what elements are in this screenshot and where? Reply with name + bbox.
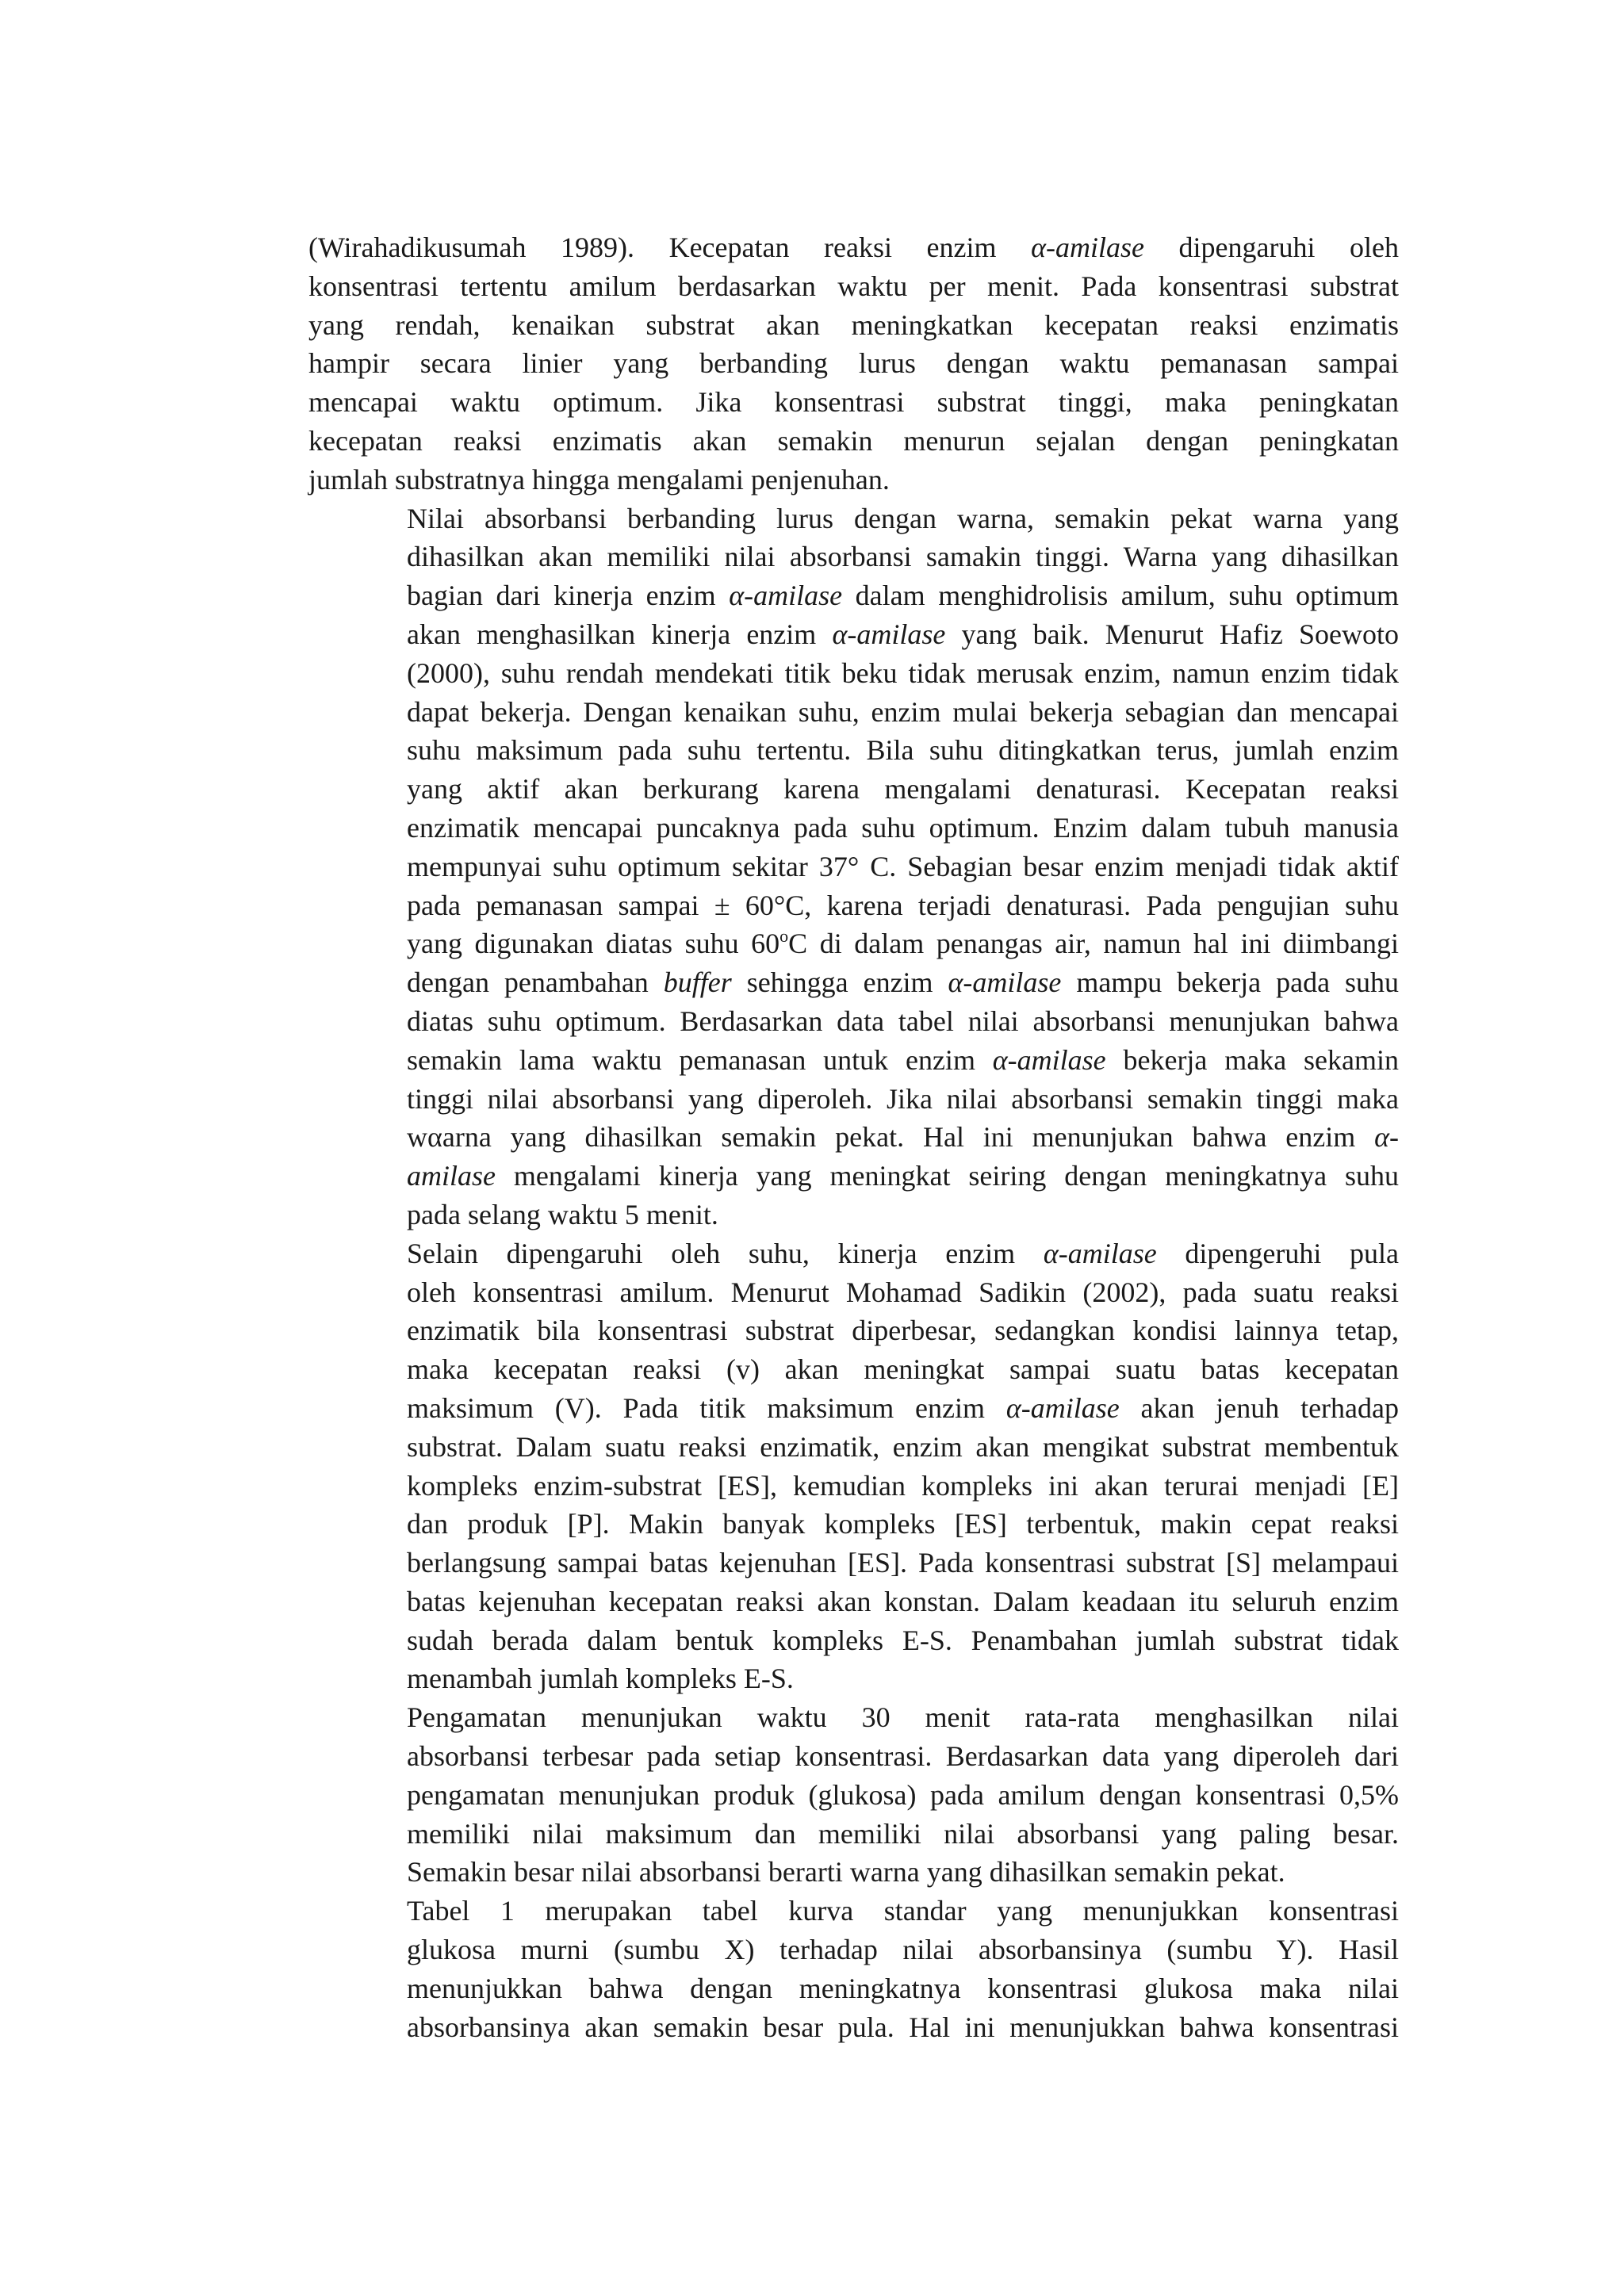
text-line: [308, 1389, 1399, 1428]
text-segment: yang baik. Menurut Hafiz Soewoto: [945, 618, 1399, 650]
text-segment: yang aktif akan berkurang karena mengalami denaturasi. Kecepatan reaksi: [407, 773, 1399, 806]
text-segment: (Wirahadikusumah 1989). Kecepatan reaksi enzim: [308, 232, 1032, 263]
text-line: [308, 1931, 1399, 1969]
text-line: [308, 1582, 1399, 1621]
italic-term: α-amilase: [729, 580, 843, 612]
text-line: [308, 1776, 1399, 1815]
text-segment: Pengamatan menunjukan waktu 30 menit rata-rata menghasilkan nilai: [407, 1701, 1399, 1734]
text-segment: absorbansinya akan semakin besar pula. Hal ini menunjukkan bahwa konsentrasi: [407, 2011, 1399, 2043]
text-line: [308, 306, 1399, 345]
text-segment: pada pemanasan sampai ± 60°C, karena terjadi denaturasi. Pada pengujian suhu: [407, 889, 1399, 921]
text-line: [308, 1815, 1399, 1854]
text-segment: tinggi nilai absorbansi yang diperoleh. Jika nilai absorbansi semakin tinggi maka: [407, 1082, 1399, 1115]
text-line: [308, 1002, 1399, 1041]
text-segment: Selain dipengaruhi oleh suhu, kinerja enzim: [407, 1237, 1044, 1269]
text-line: [308, 1698, 1399, 1737]
text-segment: menunjukkan bahwa dengan meningkatnya konsentrasi glukosa maka nilai: [407, 1972, 1399, 2004]
text-segment: kecepatan reaksi enzimatis akan semakin menurun sejalan dengan peningkatan: [308, 424, 1399, 457]
text-segment: berlangsung sampai batas kejenuhan [ES]. Pada konsentrasi substrat [S] melampaui: [407, 1547, 1399, 1579]
text-segment: mempunyai suhu optimum sekitar 37° C. Sebagian besar enzim menjadi tidak aktif: [407, 850, 1399, 882]
text-segment: oleh konsentrasi amilum. Menurut Mohamad Sadikin (2002), pada suatu reaksi: [407, 1276, 1399, 1308]
text-line: [308, 1467, 1399, 1506]
text-segment: semakin lama waktu pemanasan untuk enzim: [407, 1043, 993, 1076]
text-segment: enzimatik mencapai puncaknya pada suhu optimum. Enzim dalam tubuh manusia: [407, 811, 1399, 844]
text-line: [308, 809, 1399, 848]
text-line: [308, 422, 1399, 461]
text-line: [308, 2008, 1399, 2047]
text-segment: yang rendah, kenaikan substrat akan meningkatkan kecepatan reaksi enzimatis: [308, 308, 1399, 341]
text-line: [308, 1157, 1399, 1196]
text-segment: C di dalam penangas air, namun hal ini diimbangi: [788, 928, 1400, 960]
italic-term: α-amilase: [1043, 1237, 1157, 1269]
text-line: [308, 1234, 1399, 1273]
text-segment: hampir secara linier yang berbanding lurus dengan waktu pemanasan sampai: [308, 347, 1399, 380]
text-segment: dalam menghidrolisis amilum, suhu optimum: [842, 580, 1399, 612]
text-line: [308, 1041, 1399, 1080]
text-segment: maka kecepatan reaksi (v) akan meningkat sampai suatu batas kecepatan: [407, 1353, 1399, 1386]
text-line: [308, 1505, 1399, 1544]
italic-term: α-amilase: [948, 966, 1062, 999]
paragraph: [308, 1698, 1399, 1892]
paragraph: [308, 1234, 1399, 1699]
text-line: [308, 654, 1399, 693]
italic-term: α-amilase: [1031, 232, 1144, 263]
text-segment: konsentrasi tertentu amilum berdasarkan waktu per menit. Pada konsentrasi substrat: [308, 270, 1399, 302]
text-segment: dapat bekerja. Dengan kenaikan suhu, enzim mulai bekerja sebagian dan mencapai: [407, 695, 1399, 728]
text-line: [308, 963, 1399, 1002]
body-text: [308, 228, 1399, 2046]
text-segment: Nilai absorbansi berbanding lurus dengan warna, semakin pekat warna yang: [407, 502, 1399, 534]
text-line: [308, 1311, 1399, 1350]
text-line: [308, 1118, 1399, 1157]
text-segment: glukosa murni (sumbu X) terhadap nilai absorbansinya (sumbu Y). Hasil: [407, 1934, 1399, 1966]
italic-term: α-amilase: [992, 1043, 1106, 1076]
italic-term: α-amilase: [1005, 1391, 1120, 1424]
text-segment: substrat. Dalam suatu reaksi enzimatik, enzim akan mengikat substrat membentuk: [407, 1430, 1399, 1463]
text-line: [308, 1350, 1399, 1389]
text-line: [308, 538, 1399, 576]
text-line: [308, 1273, 1399, 1312]
paragraph: [308, 1892, 1399, 2046]
text-segment: sehingga enzim: [731, 966, 948, 999]
text-segment: jumlah substratnya hingga mengalami penjenuhan.: [308, 463, 890, 496]
text-line: [308, 693, 1399, 732]
text-segment: suhu maksimum pada suhu tertentu. Bila suhu ditingkatkan terus, jumlah enzim: [407, 734, 1399, 767]
text-segment: akan jenuh terhadap: [1119, 1391, 1399, 1424]
text-line: [308, 1892, 1399, 1931]
text-segment: pada selang waktu 5 menit.: [407, 1198, 718, 1230]
italic-term: α-: [1374, 1121, 1399, 1154]
text-line: [308, 499, 1399, 538]
text-line: [308, 731, 1399, 770]
text-line: [308, 576, 1399, 615]
text-line: [308, 1737, 1399, 1776]
text-line: [308, 461, 1399, 499]
text-segment: (2000), suhu rendah mendekati titik beku tidak merusak enzim, namun enzim tidak: [407, 656, 1399, 689]
text-segment: maksimum (V). Pada titik maksimum enzim: [407, 1391, 1006, 1424]
text-line: [308, 267, 1399, 306]
superscript: o: [779, 926, 789, 947]
text-line: [308, 924, 1399, 963]
text-line: [308, 1544, 1399, 1582]
text-line: [308, 770, 1399, 809]
text-segment: mampu bekerja pada suhu: [1061, 966, 1399, 999]
text-segment: batas kejenuhan kecepatan reaksi akan konstan. Dalam keadaan itu seluruh enzim: [407, 1585, 1399, 1617]
text-line: [308, 1196, 1399, 1234]
text-segment: mengalami kinerja yang meningkat seiring dengan meningkatnya suhu: [496, 1160, 1399, 1192]
paragraph: [308, 499, 1399, 1234]
text-segment: absorbansi terbesar pada setiap konsentrasi. Berdasarkan data yang diperoleh dari: [407, 1740, 1399, 1773]
paragraph: [308, 228, 1399, 499]
text-segment: dipengeruhi pula: [1156, 1237, 1399, 1269]
italic-term: buffer: [663, 966, 732, 999]
text-line: [308, 1080, 1399, 1119]
text-segment: dihasilkan akan memiliki nilai absorbansi samakin tinggi. Warna yang dihasilkan: [407, 541, 1399, 573]
text-segment: menambah jumlah kompleks E-S.: [407, 1663, 794, 1695]
text-segment: wαarna yang dihasilkan semakin pekat. Hal ini menunjukan bahwa enzim: [407, 1121, 1375, 1154]
text-segment: dipengaruhi oleh: [1143, 232, 1400, 263]
text-line: [308, 848, 1399, 886]
text-segment: bagian dari kinerja enzim: [407, 580, 730, 612]
text-segment: pengamatan menunjukan produk (glukosa) pada amilum dengan konsentrasi 0,5%: [407, 1778, 1399, 1811]
text-line: [308, 1621, 1399, 1660]
text-segment: mencapai waktu optimum. Jika konsentrasi substrat tinggi, maka peningkatan: [308, 386, 1399, 419]
text-segment: dan produk [P]. Makin banyak kompleks [ES] terbentuk, makin cepat reaksi: [407, 1508, 1399, 1540]
italic-term: α-amilase: [832, 618, 946, 650]
text-line: [308, 1428, 1399, 1467]
text-segment: yang digunakan diatas suhu 60: [407, 928, 780, 960]
text-segment: bekerja maka sekamin: [1105, 1043, 1399, 1076]
text-segment: memiliki nilai maksimum dan memiliki nilai absorbansi yang paling besar.: [407, 1817, 1399, 1850]
text-line: [308, 383, 1399, 422]
text-line: [308, 228, 1399, 267]
text-segment: Semakin besar nilai absorbansi berarti warna yang dihasilkan semakin pekat.: [407, 1856, 1285, 1888]
text-segment: diatas suhu optimum. Berdasarkan data tabel nilai absorbansi menunjukan bahwa: [407, 1004, 1399, 1037]
text-segment: sudah berada dalam bentuk kompleks E-S. Penambahan jumlah substrat tidak: [407, 1624, 1399, 1656]
text-segment: dengan penambahan: [407, 966, 664, 999]
text-segment: akan menghasilkan kinerja enzim: [407, 618, 833, 650]
text-line: [308, 886, 1399, 925]
text-line: [308, 615, 1399, 654]
italic-term: amilase: [407, 1160, 496, 1192]
text-segment: enzimatik bila konsentrasi substrat diperbesar, sedangkan kondisi lainnya tetap,: [407, 1314, 1399, 1347]
text-line: [308, 1659, 1399, 1698]
text-line: [308, 1969, 1399, 2008]
text-line: [308, 1853, 1399, 1892]
text-segment: Tabel 1 merupakan tabel kurva standar yang menunjukkan konsentrasi: [407, 1895, 1399, 1927]
text-line: [308, 344, 1399, 383]
text-segment: kompleks enzim-substrat [ES], kemudian kompleks ini akan terurai menjadi [E]: [407, 1469, 1399, 1502]
